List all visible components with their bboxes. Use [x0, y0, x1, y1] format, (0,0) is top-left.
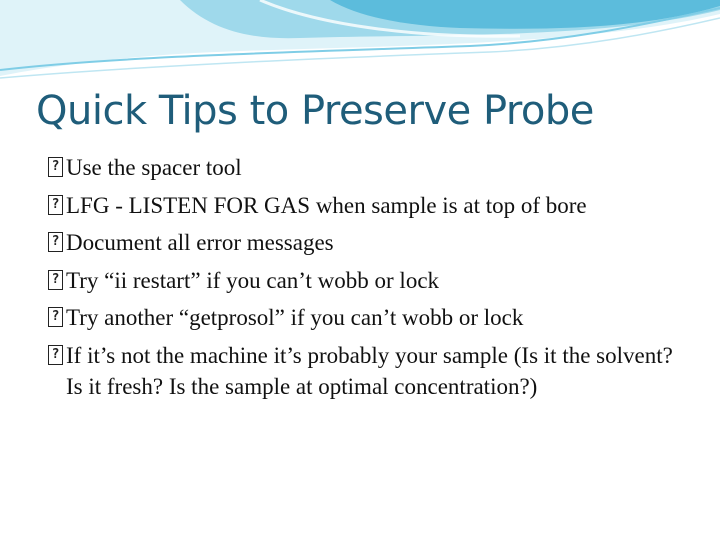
bullet-list [48, 152, 688, 408]
bullet-item [48, 190, 688, 221]
bullet-item [48, 302, 688, 333]
bullet-text: Use the spacer tool [66, 155, 242, 180]
replacement-character-icon [48, 345, 63, 365]
header-swoosh-decoration [0, 0, 720, 90]
bullet-item [48, 152, 688, 183]
replacement-character-icon [48, 232, 63, 252]
bullet-text: Document all error messages [66, 230, 334, 255]
replacement-character-icon [48, 195, 63, 215]
bullet-text: If it’s not the machine it’s probably your sample (Is it the solvent? Is it fresh? Is the sample at optimal concentration?) [66, 342, 673, 399]
bullet-item [48, 227, 688, 258]
replacement-character-icon [48, 157, 63, 177]
bullet-text: LFG - LISTEN FOR GAS when sample is at top of bore [66, 192, 587, 218]
bullet-text: Try another “getprosol” if you can’t wobb or lock [66, 305, 524, 330]
bullet-text: Try “ii restart” if you can’t wobb or lock [66, 267, 440, 293]
replacement-character-icon [48, 307, 63, 327]
bullet-item [48, 265, 688, 296]
bullet-item [48, 340, 688, 402]
replacement-character-icon [48, 270, 63, 290]
slide-title: Quick Tips to Preserve Probe [36, 88, 594, 134]
